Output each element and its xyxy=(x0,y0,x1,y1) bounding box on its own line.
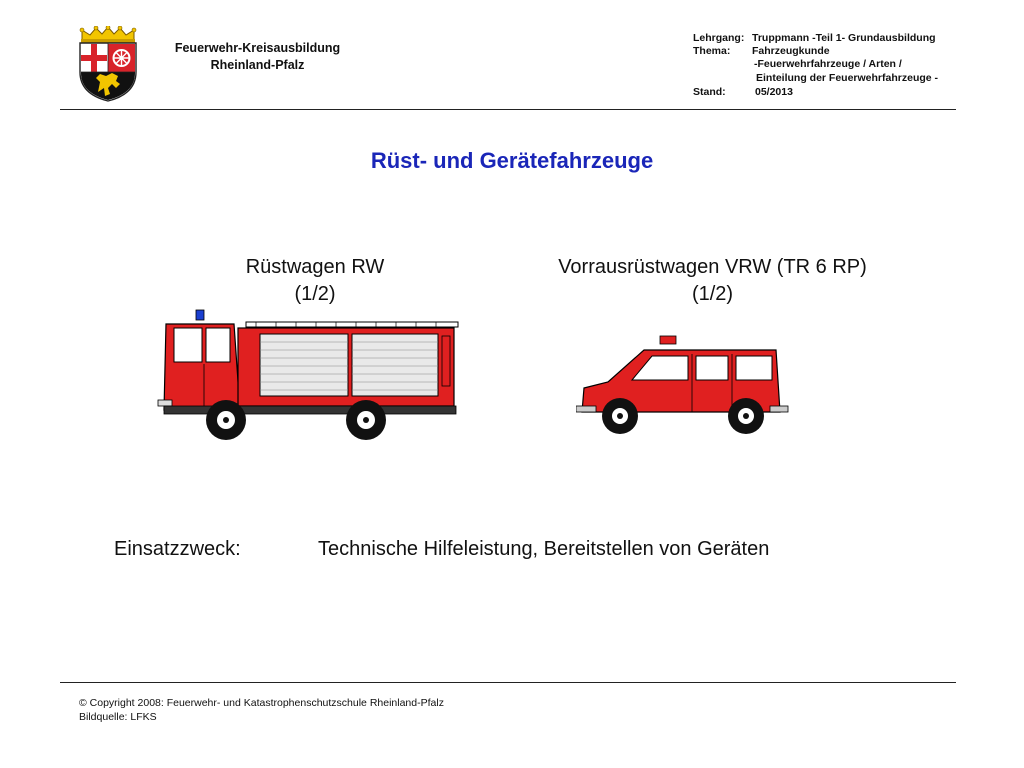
copyright-text: © Copyright 2008: Feuerwehr- und Katastrophenschutzschule Rheinland-Pfalz xyxy=(79,697,444,709)
vehicle-vrw-name: Vorrausrüstwagen VRW (TR 6 RP) xyxy=(558,256,867,278)
thema-value-line2: -Feuerwehrfahrzeuge / Arten / xyxy=(754,58,902,70)
vehicle-rw-count: (1/2) xyxy=(294,283,336,305)
lehrgang-value: Truppmann -Teil 1- Grundausbildung xyxy=(752,32,936,44)
vorrausruestwagen-suv-image xyxy=(576,332,790,440)
vehicle-rw-name: Rüstwagen RW xyxy=(245,256,385,278)
purpose-label: Einsatzzweck: xyxy=(114,538,241,560)
lehrgang-label: Lehrgang: xyxy=(693,32,745,44)
thema-value-line3: Einteilung der Feuerwehrfahrzeuge - xyxy=(756,72,939,84)
stand-value: 05/2013 xyxy=(755,86,793,98)
thema-label: Thema: xyxy=(693,45,731,57)
purpose-text: Technische Hilfeleistung, Bereitstellen von Geräten xyxy=(318,538,770,560)
image-source-text: Bildquelle: LFKS xyxy=(79,711,157,723)
organization-region: Rheinland-Pfalz xyxy=(210,58,305,72)
stand-label: Stand: xyxy=(693,86,726,98)
rheinland-pfalz-coat-of-arms-icon xyxy=(76,26,140,102)
vehicle-vrw-count: (1/2) xyxy=(691,283,734,305)
footer-divider xyxy=(60,682,956,683)
organization-name: Feuerwehr-Kreisausbildung xyxy=(174,41,341,55)
ruestwagen-truck-image xyxy=(156,306,464,444)
thema-value: Fahrzeugkunde xyxy=(752,45,830,57)
header-divider xyxy=(60,109,956,110)
slide-title: Rüst- und Gerätefahrzeuge xyxy=(370,148,654,173)
